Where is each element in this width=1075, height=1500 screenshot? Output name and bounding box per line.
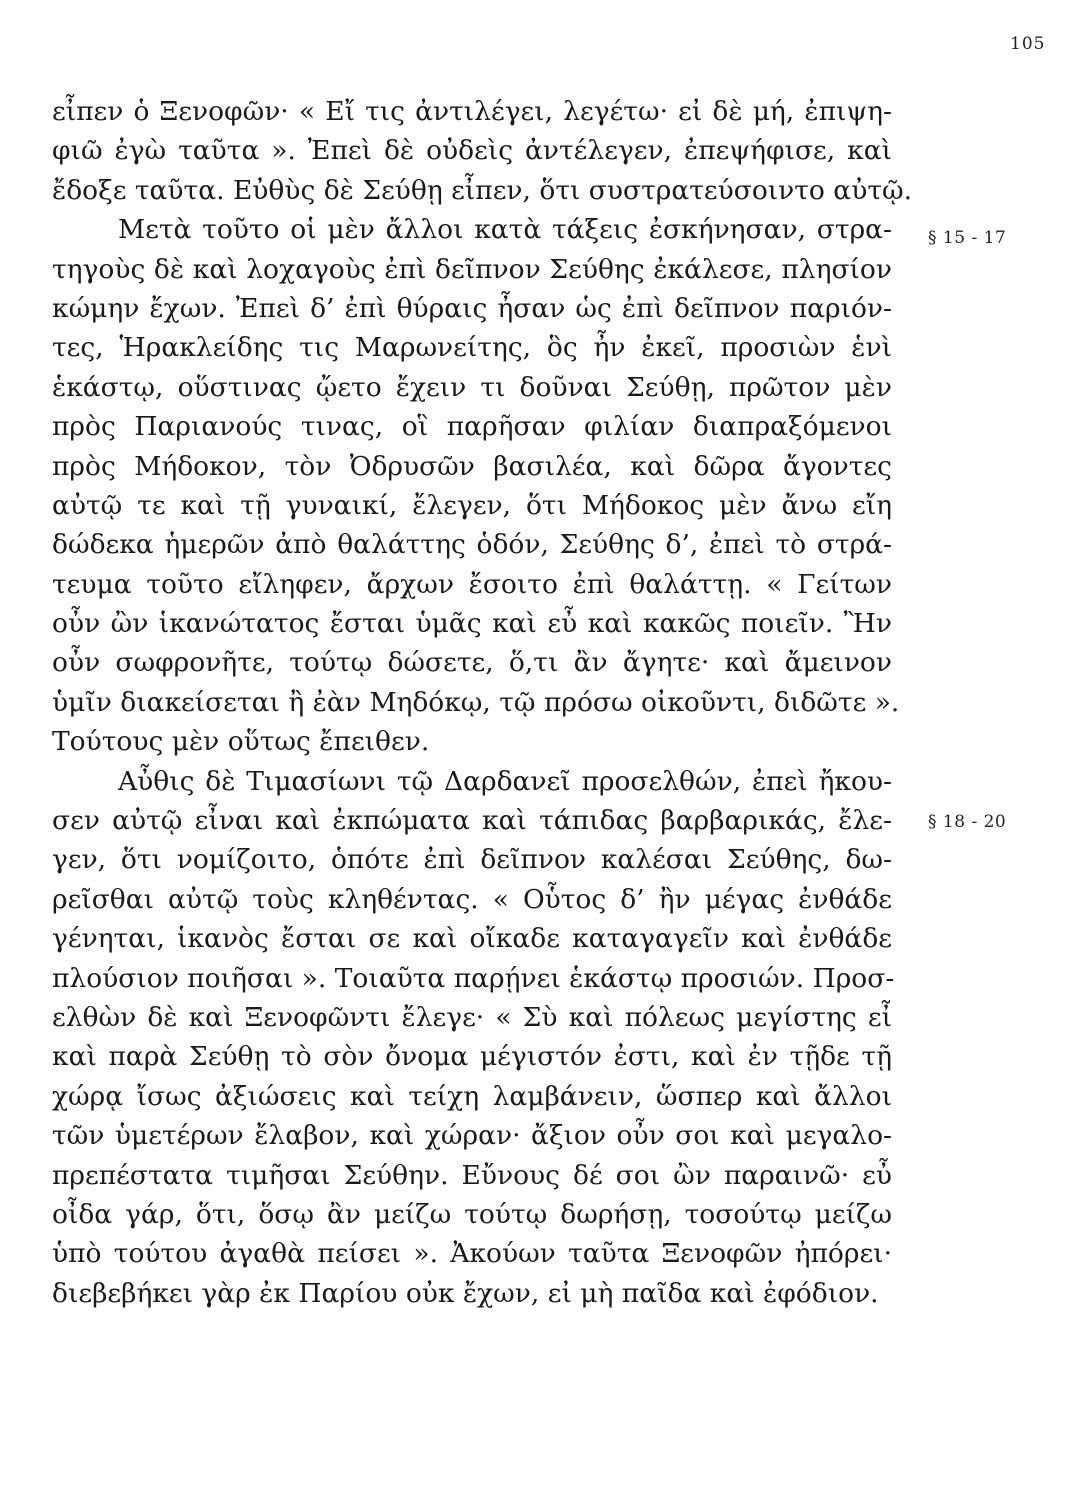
text-line: ὑπὸ τούτου ἀγαθὰ πείσει ». Ἀκούων ταῦτα Ξενοφῶν ἠπόρει· bbox=[52, 1238, 892, 1270]
text-line-first: Αὖθις δὲ Τιμασίωνι τῷ Δαρδανεῖ προσελθών, ἐπεὶ ἤκου- bbox=[118, 765, 892, 797]
text-line: τευμα τοῦτο εἴληφεν, ἄρχων ἔσοιτο ἐπὶ θαλάττῃ. « Γείτων bbox=[52, 568, 892, 600]
text-line-last: Τούτους μὲν οὕτως ἔπειθεν. bbox=[52, 726, 430, 758]
text-line: ὑμῖν διακείσεται ἢ ἐὰν Μηδόκῳ, τῷ πρόσω οἰκοῦντι, διδῶτε ». bbox=[52, 686, 900, 718]
text-line: χώρᾳ ἴσως ἀξιώσεις καὶ τείχη λαμβάνειν, ὥσπερ καὶ ἄλλοι bbox=[52, 1080, 892, 1112]
text-line: οἶδα γάρ, ὅτι, ὅσῳ ἂν μείζω τούτῳ δωρήσῃ, τοσούτῳ μείζω bbox=[52, 1198, 892, 1230]
text-line: ἑκάστῳ, οὕστινας ᾤετο ἔχειν τι δοῦναι Σεύθῃ, πρῶτον μὲν bbox=[52, 371, 892, 403]
text-line: τῶν ὑμετέρων ἔλαβον, καὶ χώραν· ἄξιον οὖν σοι καὶ μεγαλο- bbox=[52, 1120, 892, 1152]
text-line: ρεῖσθαι αὐτῷ τοὺς κληθέντας. « Οὗτος δ’ ἢν μέγας ἐνθάδε bbox=[52, 883, 892, 915]
text-line: τηγοὺς δὲ καὶ λοχαγοὺς ἐπὶ δεῖπνον Σεύθης ἐκάλεσε, πλησίον bbox=[52, 253, 892, 285]
text-line: πρεπέστατα τιμῆσαι Σεύθην. Εὔνους δέ σοι ὢν παραινῶ· εὖ bbox=[52, 1159, 892, 1191]
text-line: δώδεκα ἡμερῶν ἀπὸ θαλάττης ὁδόν, Σεύθης δ’, ἐπεὶ τὸ στρά- bbox=[52, 529, 892, 561]
text-line: σεν αὐτῷ εἶναι καὶ ἐκπώματα καὶ τάπιδας βαρβαρικάς, ἔλε- bbox=[52, 805, 892, 837]
text-line: γεν, ὅτι νομίζοιτο, ὁπότε ἐπὶ δεῖπνον καλέσαι Σεύθης, δω- bbox=[52, 844, 892, 876]
text-line: πρὸς Μήδοκον, τὸν Ὀδρυσῶν βασιλέα, καὶ δῶρα ἄγοντες bbox=[52, 450, 892, 482]
text-line: καὶ παρὰ Σεύθῃ τὸ σὸν ὄνομα μέγιστόν ἐστι, καὶ ἐν τῇδε τῇ bbox=[52, 1041, 892, 1073]
section-marginal-note: § 15 - 17 bbox=[928, 228, 1007, 248]
text-line: γένηται, ἱκανὸς ἔσται σε καὶ οἴκαδε καταγαγεῖν καὶ ἐνθάδε bbox=[52, 923, 892, 955]
text-line-first: Μετὰ τοῦτο οἱ μὲν ἄλλοι κατὰ τάξεις ἐσκήνησαν, στρα- bbox=[118, 214, 892, 246]
text-line: πλούσιον ποιῆσαι ». Τοιαῦτα παρῄνει ἑκάστῳ προσιών. Προσ- bbox=[52, 962, 895, 994]
text-line: οὖν ὢν ἱκανώτατος ἔσται ὑμᾶς καὶ εὖ καὶ κακῶς ποιεῖν. Ἢν bbox=[52, 608, 892, 640]
text-line: φιῶ ἐγὼ ταῦτα ». Ἐπεὶ δὲ οὐδεὶς ἀντέλεγεν, ἐπεψήφισε, καὶ bbox=[52, 135, 892, 167]
text-line: τες, Ἡρακλείδης τις Μαρωνείτης, ὃς ἦν ἐκεῖ, προσιὼν ἑνὶ bbox=[52, 332, 892, 364]
page-number: 105 bbox=[1010, 34, 1046, 54]
text-line: εἶπεν ὁ Ξενοφῶν· « Εἴ τις ἀντιλέγει, λεγέτω· εἰ δὲ μή, ἐπιψη- bbox=[52, 96, 892, 127]
section-marginal-note: § 18 - 20 bbox=[928, 812, 1007, 832]
text-line-last: διεβεβήκει γὰρ ἐκ Παρίου οὐκ ἔχων, εἰ μὴ παῖδα καὶ ἐφόδιον. bbox=[52, 1277, 879, 1309]
text-line: κώμην ἔχων. Ἐπεὶ δ’ ἐπὶ θύραις ἦσαν ὡς ἐπὶ δεῖπνον παριόν- bbox=[52, 292, 892, 324]
text-line: ελθὼν δὲ καὶ Ξενοφῶντι ἔλεγε· « Σὺ καὶ πόλεως μεγίστης εἶ bbox=[52, 1001, 892, 1033]
text-line: ἔδοξε ταῦτα. Εὐθὺς δὲ Σεύθῃ εἶπεν, ὅτι συστρατεύσοιντο αὐτῷ. bbox=[52, 174, 913, 206]
text-line: πρὸς Παριανούς τινας, οἳ παρῆσαν φιλίαν διαπραξόμενοι bbox=[52, 411, 892, 443]
text-line: οὖν σωφρονῆτε, τούτῳ δώσετε, ὅ,τι ἂν ἄγητε· καὶ ἄμεινον bbox=[52, 647, 892, 679]
main-text bbox=[52, 92, 913, 1313]
text-line: αὐτῷ τε καὶ τῇ γυναικί, ἔλεγεν, ὅτι Μήδοκος μὲν ἄνω εἴη bbox=[52, 489, 892, 521]
